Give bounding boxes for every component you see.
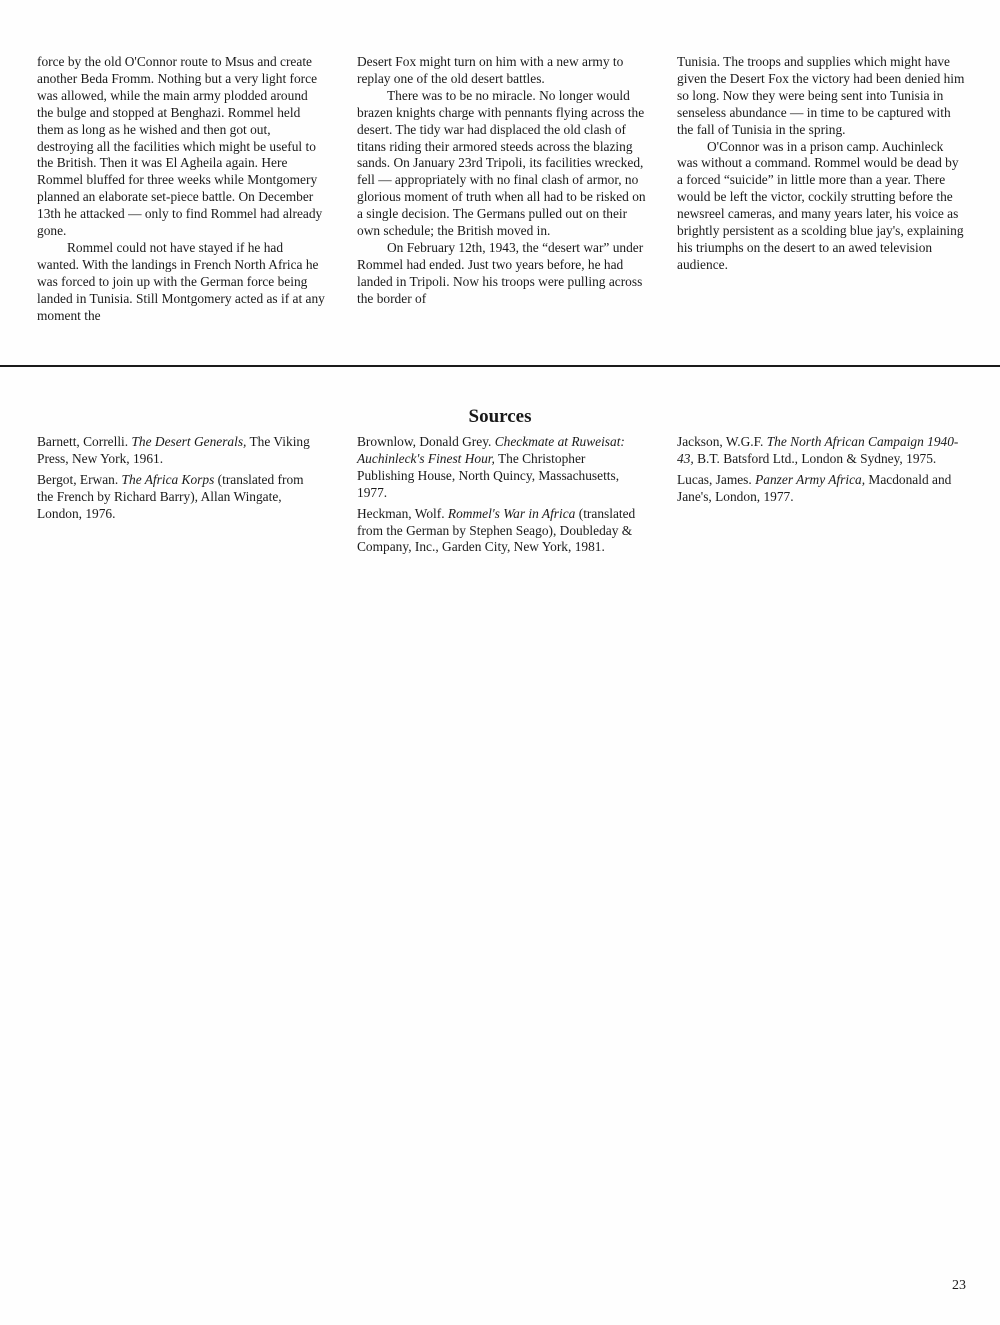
paragraph: Tunisia. The troops and supplies which might have given the Desert Fox the victory had been denied him so long. Now they were being sent into Tunisia in senseless abundance — in time to be captured with the fall of Tunisia in the spring. bbox=[677, 54, 965, 137]
source-entry bbox=[357, 434, 642, 502]
paragraph: Rommel could not have stayed if he had wanted. With the landings in French North Africa he was forced to join up with the German force being landed in Tunisia. Still Montgomery acted as if at any moment the bbox=[37, 239, 325, 323]
source-entry bbox=[37, 472, 322, 523]
paragraph: force by the old O'Connor route to Msus and create another Beda Fromm. Nothing but a very light force was allowed, while the main army plodded around the bulge and stopped at Benghazi. Rommel held them as long as he wished and then got out, destroying all the facilities which might be useful to the British. Then it was El Agheila again. Here Rommel bluffed for three weeks while Montgomery planned an elaborate set-piece battle. On December 13th he attacked — only to find Rommel had already gone. bbox=[37, 54, 323, 239]
paragraph: On February 12th, 1943, the “desert war” under Rommel had ended. Just two years before, he had landed in Tripoli. Now his troops were pulling across the border of bbox=[357, 239, 644, 306]
source-entry bbox=[677, 472, 962, 506]
source-entry bbox=[677, 434, 962, 468]
source-title: The Africa Korps bbox=[121, 471, 215, 487]
section-divider bbox=[0, 365, 1000, 367]
source-publisher: Macdonald and Jane's, London, 1977. bbox=[677, 471, 952, 504]
sources-column-2 bbox=[357, 434, 642, 560]
paragraph: O'Connor was in a prison camp. Auchinleck was without a command. Rommel would be dead by a forced “suicide” in little more than a year. There would be left the victor, cockily strutting before the newsreel cameras, and many years later, his voice as brightly persistent as a scolding blue jay's, explaining his triumphs on the desert to an awed television audience. bbox=[677, 138, 964, 272]
source-author: Lucas, James. bbox=[677, 471, 756, 487]
source-publisher: The Viking Press, New York, 1961. bbox=[37, 434, 310, 466]
source-author: Jackson, W.G.F. bbox=[677, 434, 767, 449]
source-publisher: The Christopher Publishing House, North Quincy, Massachusetts, 1977. bbox=[357, 450, 620, 500]
article-column-3 bbox=[677, 54, 967, 274]
source-title: The Desert Generals, bbox=[131, 434, 247, 449]
source-title: The North African Campaign 1940-43, bbox=[677, 434, 959, 466]
source-publisher: B.T. Batsford Ltd., London & Sydney, 1975. bbox=[693, 450, 937, 466]
source-title: Rommel's War in Africa bbox=[447, 505, 576, 521]
page-number: 23 bbox=[952, 1278, 966, 1293]
sources-column-3 bbox=[677, 434, 962, 510]
source-entry bbox=[37, 434, 322, 468]
paragraph: There was to be no miracle. No longer would brazen knights charge with pennants flying across the desert. The tidy war had displaced the old clash of titans riding their armored steeds across the blazing sands. On January 23rd Tripoli, its facilities wrecked, fell — appropriately with no final clash of armor, no glorious moment of truth when all had to be risked on a single decision. The Germans pulled out on their own schedule; the British moved in. bbox=[357, 87, 646, 239]
source-entry bbox=[357, 506, 642, 557]
source-publisher: (translated from the French by Richard Barry), Allan Wingate, London, 1976. bbox=[37, 471, 304, 521]
source-title: Checkmate at Ruweisat: Auchinleck's Finest Hour, bbox=[357, 434, 625, 466]
article-column-1 bbox=[37, 54, 327, 325]
source-title: Panzer Army Africa, bbox=[755, 471, 866, 487]
paragraph: Desert Fox might turn on him with a new army to replay one of the old desert battles. bbox=[357, 54, 624, 86]
source-author: Barnett, Correlli. bbox=[37, 434, 132, 449]
source-author: Brownlow, Donald Grey. bbox=[357, 434, 495, 449]
sources-column-1 bbox=[37, 434, 322, 527]
source-author: Heckman, Wolf. bbox=[357, 505, 448, 521]
source-publisher: (translated from the German by Stephen Seago), Doubleday & Company, Inc., Garden City, New York, 1981. bbox=[357, 505, 636, 555]
article-column-2 bbox=[357, 54, 647, 308]
sources-heading: Sources bbox=[468, 406, 532, 427]
source-author: Bergot, Erwan. bbox=[37, 471, 122, 487]
